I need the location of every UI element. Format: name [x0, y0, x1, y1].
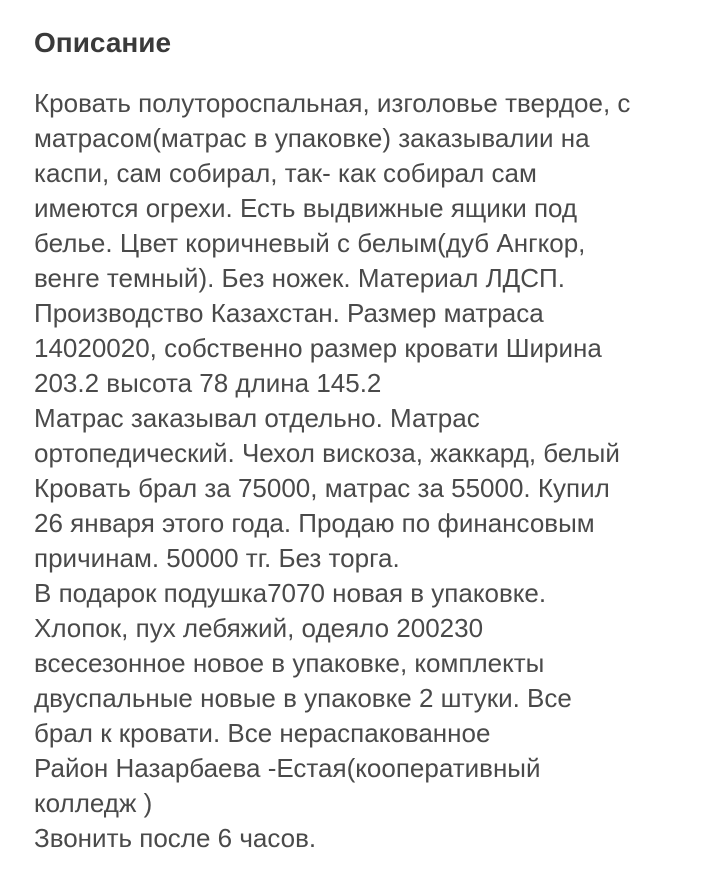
- description-line: В подарок подушка7070 новая в упаковке.: [34, 578, 547, 608]
- description-line: матрасом(матрас в упаковке) заказывалии на: [34, 123, 590, 153]
- description-line: белье. Цвет коричневый с белым(дуб Ангкор,: [34, 228, 586, 258]
- description-line: Кровать брал за 75000, матрас за 55000. Купил: [34, 473, 610, 503]
- description-line: брал к кровати. Все нераспакованное: [34, 718, 491, 748]
- description-line: колледж ): [34, 788, 153, 818]
- description-title: Описание: [34, 27, 172, 58]
- description-line: 26 января этого года. Продаю по финансовым: [34, 508, 595, 538]
- description-line: Звонить после 6 часов.: [34, 823, 317, 853]
- description-line: Хлопок, пух лебяжий, одеяло 200230: [34, 613, 484, 643]
- description-line: 14020020, собственно размер кровати Ширина: [34, 333, 602, 363]
- description-line: каспи, сам собирал, так- как собирал сам: [34, 158, 537, 188]
- description-line: причинам. 50000 тг. Без торга.: [34, 543, 400, 573]
- description-line: Кровать полутороспальная, изголовье твердое, с: [34, 88, 631, 118]
- description-line: всесезонное новое в упаковке, комплекты: [34, 648, 545, 678]
- description-line: Район Назарбаева -Естая(кооперативный: [34, 753, 541, 783]
- description-line: имеются огрехи. Есть выдвижные ящики под: [34, 193, 578, 223]
- description-line: Матрас заказывал отдельно. Матрас: [34, 403, 480, 433]
- description-line: двуспальные новые в упаковке 2 штуки. Все: [34, 683, 572, 713]
- description-line: ортопедический. Чехол вискоза, жаккард, белый: [34, 438, 620, 468]
- description-line: 203.2 высота 78 длина 145.2: [34, 368, 382, 398]
- description-line: Производство Казахстан. Размер матраса: [34, 298, 544, 328]
- description-line: венге темный). Без ножек. Материал ЛДСП.: [34, 263, 565, 293]
- description-text: [34, 86, 692, 856]
